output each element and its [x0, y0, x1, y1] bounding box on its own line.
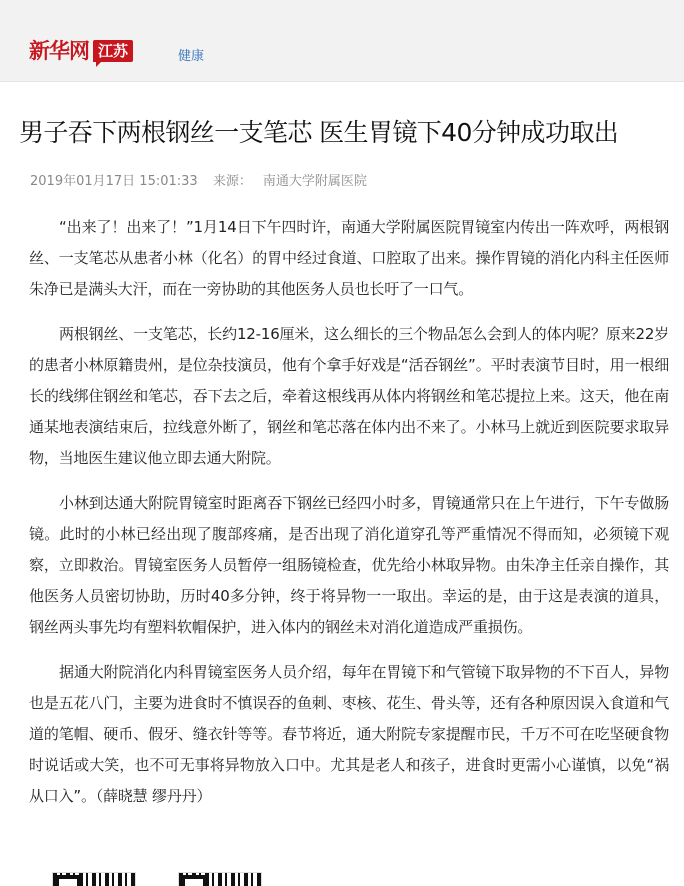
article-paragraph: 据通大附院消化内科胃镜室医务人员介绍，每年在胃镜下和气管镜下取异物的不下百人，异物也是五花八门，主要为进食时不慎误吞的鱼刺、枣核、花生、骨头等，还有各种原因误入食道和气道的笔帽、硬币、假牙、缝衣针等等。春节将近，通大附院专家提醒市民，千万不可在吃坚硬食物时说话或大笑，也不可无事将异物放入口中。尤其是老人和孩子，进食时更需小心谨慎，以免“祸从口入”。（薛晓慧 缪丹丹）	[29, 663, 669, 805]
article-paragraph: 小林到达通大附院胃镜室时距离吞下钢丝已经四小时多，胃镜通常只在上午进行，下午专做肠镜。此时的小林已经出现了腹部疼痛，是否出现了消化道穿孔等严重情况不得而知，必须镜下观察，立即救治。胃镜室医务人员暂停一组肠镜检查，优先给小林取异物。由朱净主任亲自操作，其他医务人员密切协助，历时40多分钟，终于将异物一一取出。幸运的是，由于这是表演的道具，钢丝两头事先均有塑料软帽保护，进入体内的钢丝未对消化道造成严重损伤。	[29, 494, 669, 636]
qr-code-icon	[52, 872, 136, 886]
channel-link-health[interactable]: 健康	[178, 49, 205, 64]
logo-xinhua: 新华网	[29, 38, 89, 63]
article-title: 男子吞下两根钢丝一支笔芯 医生胃镜下40分钟成功取出	[19, 118, 619, 147]
site-logo[interactable]	[29, 38, 133, 64]
article-paragraph: “出来了！出来了！”1月14日下午四时许，南通大学附属医院胃镜室内传出一阵欢呼，两根钢丝、一支笔芯从患者小林（化名）的胃中经过食道、口腔取了出来。操作胃镜的消化内科主任医师朱净已是满头大汗，而在一旁协助的其他医务人员也长吁了一口气。	[29, 218, 669, 298]
article-meta	[30, 170, 378, 189]
article-body	[29, 212, 669, 826]
logo-region-badge: 江苏	[93, 40, 133, 62]
source-label: 来源：	[212, 174, 252, 189]
site-header	[0, 0, 684, 82]
source-name: 南通大学附属医院	[262, 174, 367, 189]
article-paragraph: 两根钢丝、一支笔芯，长约12-16厘米，这么细长的三个物品怎么会到人的体内呢？原来22岁的患者小林原籍贵州，是位杂技演员，他有个拿手好戏是“活吞钢丝”。平时表演节目时，用一根细长的线绑住钢丝和笔芯，吞下去之后，牵着这根线再从体内将钢丝和笔芯提拉上来。这天，他在南通某地表演结束后，拉线意外断了，钢丝和笔芯落在体内出不来了。小林马上就近到医院要求取异物，当地医生建议他立即去通大附院。	[29, 325, 669, 467]
publish-date: 2019年01月17日 15:01:33	[30, 174, 198, 189]
qr-code-icon	[178, 872, 262, 886]
qr-code-row	[52, 872, 262, 886]
